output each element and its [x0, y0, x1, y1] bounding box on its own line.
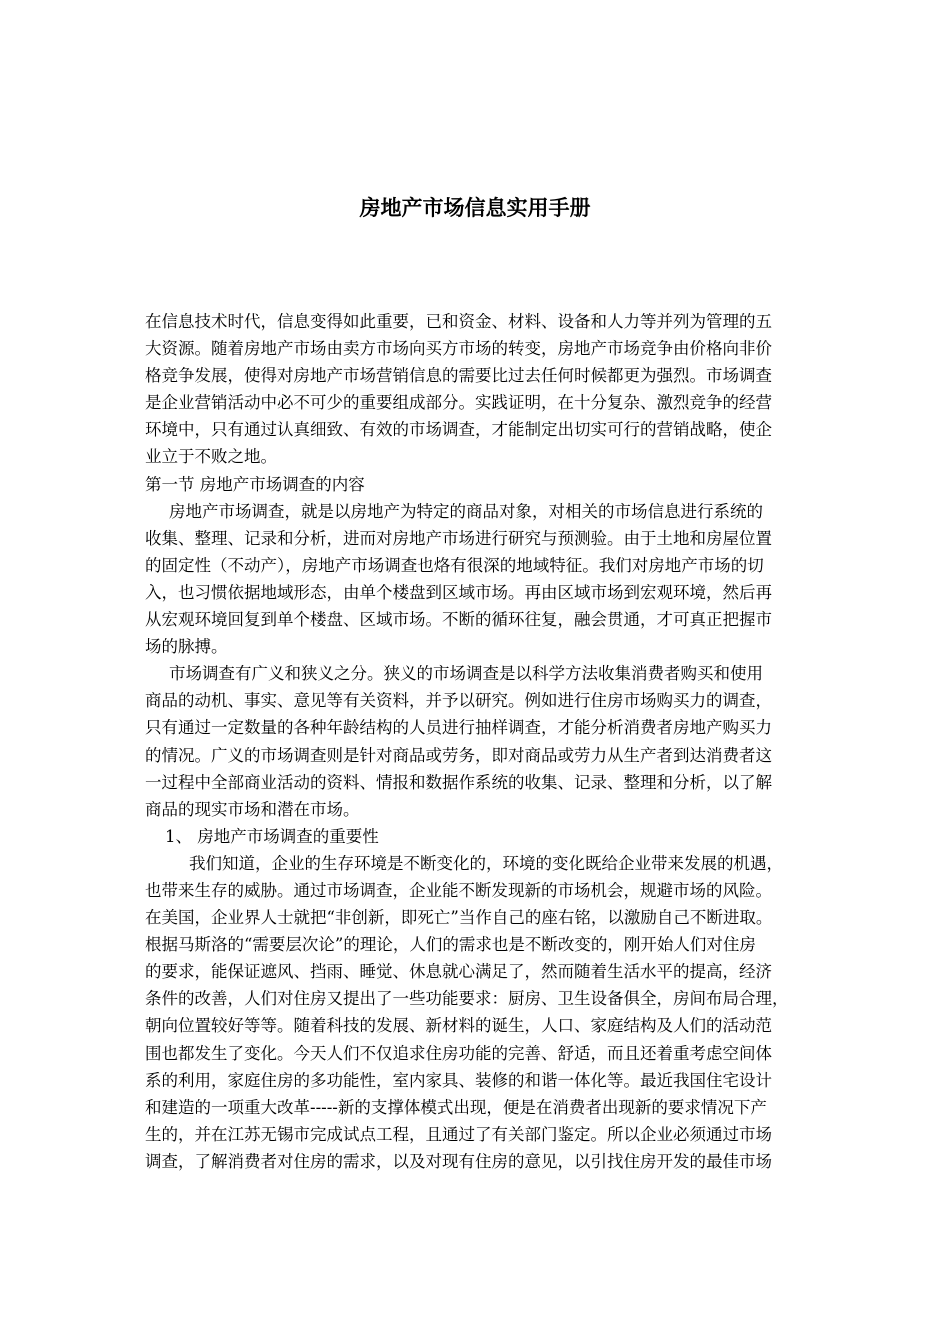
text-line: 环境中，只有通过认真细致、有效的市场调查，才能制定出切实可行的营销战略，使企: [145, 420, 772, 440]
text-line: 围也都发生了变化。今天人们不仅追求住房功能的完善、舒适，而且还着重考虑空间体: [145, 1043, 772, 1063]
text-line: 只有通过一定数量的各种年龄结构的人员进行抽样调查，才能分析消费者房地产购买力: [145, 718, 772, 738]
text-line: 朝向位置较好等等。随着科技的发展、新材料的诞生，人口、家庭结构及人们的活动范: [145, 1016, 772, 1036]
text-line: 市场调查有广义和狭义之分。狭义的市场调查是以科学方法收集消费者购买和使用: [169, 664, 763, 684]
text-line: 根据马斯洛的“需要层次论”的理论，人们的需求也是不断改变的，刚开始人们对住房: [145, 935, 756, 955]
text-line: 调查，了解消费者对住房的需求，以及对现有住房的意见，以引找住房开发的最佳市场: [145, 1151, 772, 1171]
text-line: 商品的动机、事实、意见等有关资料，并予以研究。例如进行住房市场购买力的调查，: [145, 691, 772, 711]
text-line: 的情况。广义的市场调查则是针对商品或劳务，即对商品或劳力从生产者到达消费者这: [145, 745, 772, 765]
text-line: 我们知道，企业的生存环境是不断变化的，环境的变化既给企业带来发展的机遇，: [189, 853, 783, 873]
text-line: 的固定性（不动产），房地产市场调查也烙有很深的地域特征。我们对房地产市场的切: [145, 555, 764, 575]
text-line: 1、 房地产市场调查的重要性: [165, 826, 379, 846]
text-line: 从宏观环境回复到单个楼盘、区域市场。不断的循环往复，融会贯通，才可真正把握市: [145, 610, 772, 630]
text-line: 和建造的一项重大改革-----新的支撑体模式出现，便是在消费者出现新的要求情况下产: [145, 1097, 767, 1117]
text-line: 条件的改善，人们对住房又提出了一些功能要求：厨房、卫生设备俱全，房间布局合理，: [145, 989, 789, 1009]
document-body: [145, 308, 890, 1175]
text-line: 在美国，企业界人士就把“非创新，即死亡”当作自己的座右铭，以激励自己不断进取。: [145, 908, 773, 928]
text-line: 的要求，能保证遮风、挡雨、睡觉、休息就心满足了，然而随着生活水平的提高，经济: [145, 962, 772, 982]
text-line: 入，也习惯依据地域形态，由单个楼盘到区域市场。再由区域市场到宏观环境，然后再: [145, 582, 772, 602]
text-line: 场的脉搏。: [145, 637, 228, 657]
text-line: 也带来生存的威胁。通过市场调查，企业能不断发现新的市场机会，规避市场的风险。: [145, 880, 772, 900]
text-line: 在信息技术时代，信息变得如此重要，已和资金、材料、设备和人力等并列为管理的五: [145, 312, 772, 331]
text-line: 业立于不败之地。: [145, 447, 277, 467]
text-line: 是企业营销活动中必不可少的重要组成部分。实践证明，在十分复杂、激烈竞争的经营: [145, 393, 772, 413]
document-title: 房地产市场信息实用手册: [359, 196, 591, 220]
text-line: 房地产市场调查，就是以房地产为特定的商品对象，对相关的市场信息进行系统的: [169, 501, 763, 521]
text-line: 收集、整理、记录和分析，进而对房地产市场进行研究与预测验。由于土地和房屋位置: [145, 528, 772, 548]
text-line: 系的利用，家庭住房的多功能性，室内家具、装修的和谐一体化等。最近我国住宅设计: [145, 1070, 772, 1090]
text-line: 第一节 房地产市场调查的内容: [145, 474, 365, 494]
text-line: 生的，并在江苏无锡市完成试点工程，且通过了有关部门鉴定。所以企业必须通过市场: [145, 1124, 772, 1144]
text-line: 大资源。随着房地产市场由卖方市场向买方市场的转变，房地产市场竞争由价格向非价: [145, 339, 772, 359]
text-line: 一过程中全部商业活动的资料、情报和数据作系统的收集、记录、整理和分析，以了解: [145, 772, 772, 792]
text-line: 格竞争发展，使得对房地产市场营销信息的需要比过去任何时候都更为强烈。市场调查: [145, 366, 772, 386]
text-line: 商品的现实市场和潜在市场。: [145, 799, 360, 819]
